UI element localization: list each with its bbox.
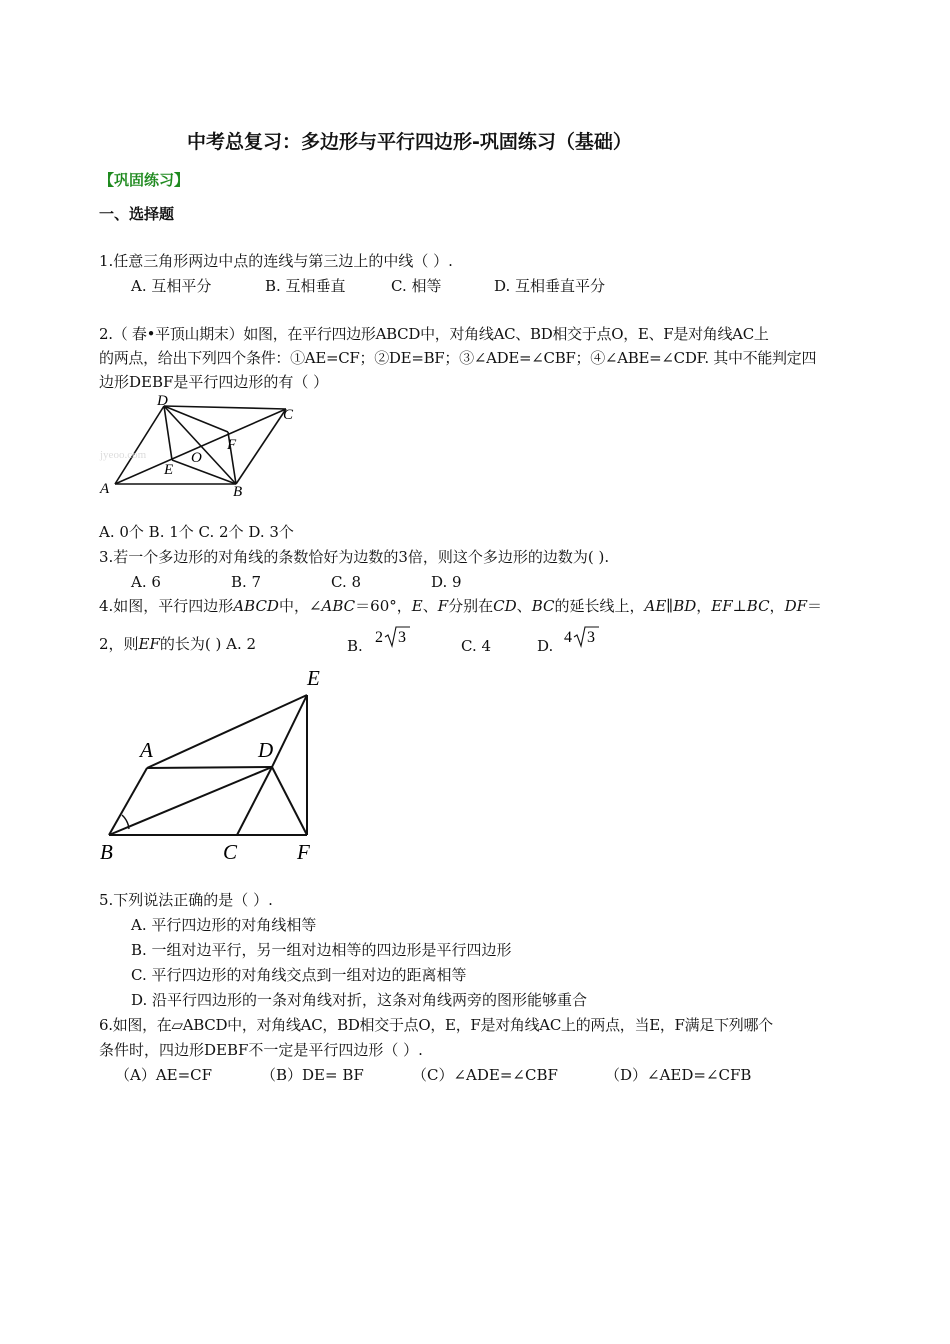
q2-watermark: jyeoo.com [100, 449, 147, 461]
q4-label-b: B [100, 840, 113, 864]
q2-label-d: D [157, 393, 168, 409]
page-title: 中考总复习：多边形与平行四边形-巩固练习（基础） [187, 131, 632, 153]
q1-option-d: D. 互相垂直平分 [494, 277, 606, 295]
q4-label-e: E [307, 666, 320, 690]
q4-var-df: DF [784, 597, 807, 615]
q3-option-a: A. 6 [131, 573, 161, 591]
q4-text-1: 4.如图，平行四边形 [99, 597, 234, 615]
q1-stem: 1.任意三角形两边中点的连线与第三边上的中线（ ）. [99, 252, 453, 270]
q4-diagonal-bd [109, 767, 272, 835]
q4-var-ef: EF [711, 597, 733, 615]
q3-option-c: C. 8 [331, 573, 362, 591]
q4-label-d: D [258, 738, 274, 762]
q2-segment-df [164, 406, 228, 432]
q5-option-d: D. 沿平行四边形的一条对角线对折，这条对角线两旁的图形能够重合 [131, 991, 588, 1009]
q4-text-11: ， [769, 597, 785, 615]
q4-text-9: ， [696, 597, 712, 615]
q4-var-f: F [437, 597, 449, 615]
q4-var-ae: AE [644, 597, 667, 615]
q4-option-d-label: D. [537, 637, 554, 655]
q2-line-1: 2.（ 春•平顶山期末）如图，在平行四边形ABCD中，对角线AC、BD相交于点O，E、F是对角线AC上 [99, 325, 769, 343]
q1-option-c: C. 相等 [391, 277, 442, 295]
q3-option-b: B. 7 [231, 573, 262, 591]
section-tag: 【巩固练习】 [99, 171, 190, 189]
q4-line-2 [99, 634, 256, 654]
q5-option-c: C. 平行四边形的对角线交点到一组对边的距离相等 [131, 966, 467, 984]
q6-option-b: （B）DE= BF [261, 1066, 364, 1084]
q2-parallelogram-figure [96, 392, 296, 502]
q1-option-b: B. 互相垂直 [265, 277, 346, 295]
q4-line2-text-1: 2，则 [99, 635, 139, 653]
q4-segment-ae [147, 695, 307, 768]
q4-option-b-radical [374, 624, 414, 650]
q2-side-cd [164, 406, 286, 409]
q4-option-d-coef: 4 [564, 629, 572, 646]
q3-stem: 3.若一个多边形的对角线的条数恰好为边数的3倍，则这个多边形的边数为( ). [99, 548, 610, 566]
q2-options: A. 0个 B. 1个 C. 2个 D. 3个 [99, 523, 294, 541]
q4-var-bd: BD [673, 597, 697, 615]
q4-label-c: C [223, 840, 238, 864]
q4-option-b-coef: 2 [375, 629, 383, 646]
q4-var-e: E [411, 597, 423, 615]
q5-stem: 5.下列说法正确的是（ ）. [99, 891, 273, 909]
q6-option-d: （D）∠AED=∠CFB [605, 1066, 752, 1084]
q2-label-o: O [191, 450, 202, 466]
q4-var-bc-2: BC [746, 597, 770, 615]
q2-label-e: E [164, 462, 174, 478]
q4-var-bc: BC [531, 597, 555, 615]
q4-option-d-radicand: 3 [587, 629, 595, 646]
q2-line-2: 的两点，给出下列四个条件：①AE=CF；②DE=BF；③∠ADE=∠CBF；④∠ABE=∠CDF. 其中不能判定四 [99, 349, 817, 367]
q4-label-f: F [297, 840, 310, 864]
q4-text-6: 、 [516, 597, 532, 615]
q4-var-abcd: ABCD [233, 597, 279, 615]
q2-line-3: 边形DEBF是平行四边形的有（ ） [99, 373, 329, 391]
q4-text-2: 中，∠ [278, 597, 322, 615]
q2-side-da [115, 406, 164, 484]
q4-text-7: 的延长线上， [554, 597, 645, 615]
q5-option-a: A. 平行四边形的对角线相等 [131, 916, 317, 934]
q4-text-12: ＝ [807, 597, 823, 615]
q1-option-a: A. 互相平分 [131, 277, 212, 295]
q4-text-3: ＝60°， [355, 597, 412, 615]
q4-line2-text-2: 的长为( ) A. 2 [159, 635, 257, 653]
q4-segment-df [272, 767, 307, 835]
q6-line-1: 6.如图，在▱ABCD中，对角线AC，BD相交于点O，E，F是对角线AC上的两点，当E，F满足下列哪个 [99, 1016, 773, 1034]
q4-side-dc [237, 767, 272, 835]
q3-option-d: D. 9 [431, 573, 462, 591]
q4-text-10: ⊥ [732, 597, 747, 615]
q2-label-b: B [233, 484, 243, 500]
q2-diagonal-bd [164, 406, 236, 484]
q2-segment-eb [172, 460, 236, 484]
q5-option-b: B. 一组对边平行，另一组对边相等的四边形是平行四边形 [131, 941, 512, 959]
q4-text-5: 分别在 [448, 597, 494, 615]
q4-var-cd: CD [493, 597, 517, 615]
q4-side-ad [147, 767, 272, 768]
q2-label-c: C [283, 407, 294, 423]
q4-option-b-label: B. [347, 637, 363, 655]
q4-option-d-radical [563, 624, 603, 650]
q4-text-8: ∥ [666, 597, 674, 615]
q4-option-b-radicand: 3 [398, 629, 406, 646]
section-heading: 一、选择题 [99, 205, 175, 223]
q6-line-2: 条件时，四边形DEBF不一定是平行四边形（ ）. [99, 1041, 423, 1059]
q4-line-1 [99, 596, 822, 616]
q4-text-4: 、 [422, 597, 438, 615]
q2-label-f: F [227, 437, 237, 453]
q4-var-abc: ABC [321, 597, 356, 615]
q4-segment-de [272, 695, 307, 767]
q6-option-c: （C）∠ADE=∠CBF [412, 1066, 558, 1084]
q4-line2-var-ef: EF [138, 635, 160, 653]
q6-option-a: （A）AE=CF [115, 1066, 213, 1084]
q2-label-a: A [100, 481, 110, 497]
q4-label-a: A [140, 738, 153, 762]
q4-figure [96, 665, 356, 865]
q4-option-c: C. 4 [461, 637, 492, 655]
